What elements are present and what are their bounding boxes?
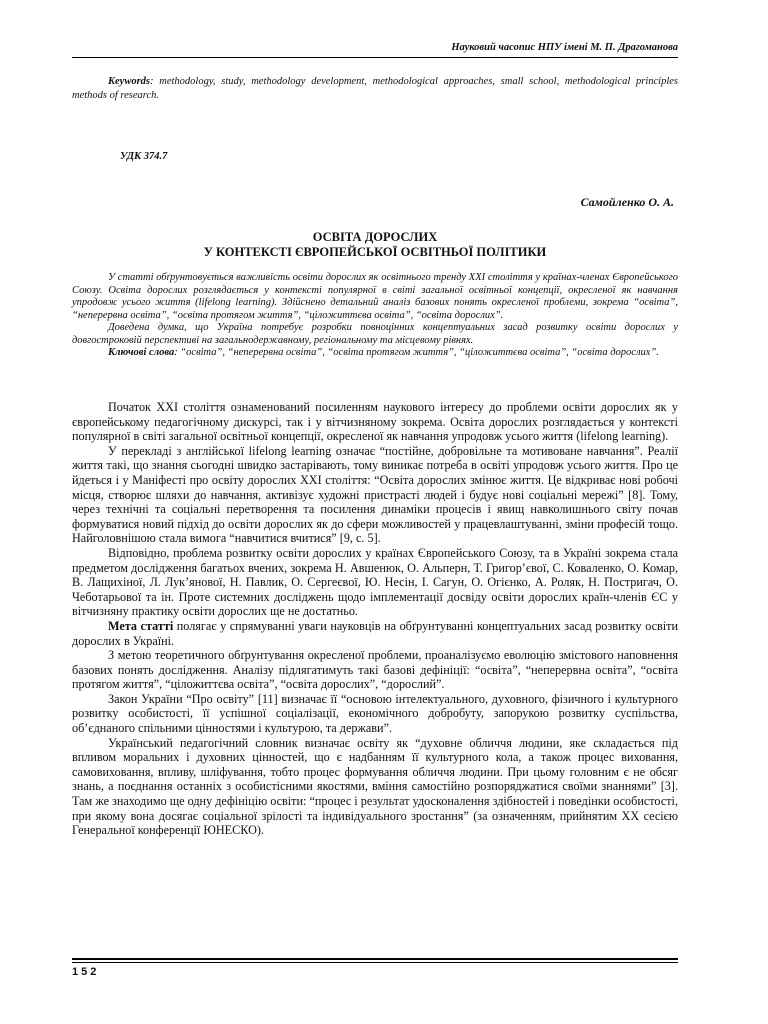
abstract-keywords-label: Ключові слова xyxy=(108,347,175,358)
article-body xyxy=(72,400,678,838)
abstract xyxy=(72,272,678,360)
abstract-keywords-text: : “освіта”, “неперервна освіта”, “освіта протягом життя”, “ціложиттєва освіта”, “освіта дорослих”. xyxy=(174,347,659,358)
aim-label: Мета статті xyxy=(108,618,174,633)
abstract-paragraph: Доведена думка, що Україна потребує розробки повноцінних концептуальних засад розвитку освіти дорослих у довгостроковій перспективі на загальнодержавному, регіональному та місцевому рівнях. xyxy=(72,322,678,346)
aim-paragraph xyxy=(72,619,678,648)
title-line-2: У КОНТЕКСТІ ЄВРОПЕЙСЬКОЇ ОСВІТНЬОЇ ПОЛІТИКИ xyxy=(203,245,547,259)
abstract-keywords xyxy=(72,347,678,360)
footer-rule-thin xyxy=(72,962,678,963)
abstract-paragraph: У статті обґрунтовується важливість освіти дорослих як освітнього тренду XXI століття у країнах-членах Європейського Союзу. Освіта дорослих розглядається у контексті популярної в світі загальної освітньої концепції, окресленої як навчання упродовж усього життя (lifelong learning). Здійснено детальний аналіз базових понять окресленої проблеми, зокрема “освіта”, “неперервна освіта”, “освіта протягом життя”, “ціложиттєва освіта”, “освіта дорослих”. xyxy=(72,272,678,321)
body-paragraph: Український педагогічний словник визначає освіту як “духовне обличчя людини, яке складається під впливом моральних і духовних цінностей, що є надбанням її культурного кола, а також процес виховання, самовиховання, впливу, шліфування, тобто процес формування обличчя людини. При цьому головним є не обсяг знань, а поєднання останніх з особистісними якостями, вміння самостійно розпоряджатися своїми знаннями” [3]. Там же знаходимо ще одну дефініцію освіти: “процес і результат удосконалення здібностей і поведінки особистості, при якому вона досягає соціальної зрілості та індивідуального зростання” (за означенням, прийнятим XX сесією Генеральної конференції ЮНЕСКО). xyxy=(72,735,678,838)
page-number: 152 xyxy=(72,966,100,978)
body-paragraph: Відповідно, проблема розвитку освіти дорослих у країнах Європейського Союзу, та в Україні зокрема стала предметом дослідження багатьох вчених, зокрема Н. Авшенюк, О. Альперн, Т. Григор’євої, С. Коваленко, О. Комар, В. Лащихіної, Л. Лук’янової, Н. Павлик, О. Сергеєвої, Ю. Несін, І. Сагун, О. Огієнко, А. Роляк, Н. Постригач, О. Чеботарьової та ін. Проте системних досліджень щодо імплементації досвіду освіти дорослих країн-членів ЄС у вітчизняну практику освіти дорослих ще не достатньо. xyxy=(72,545,678,619)
aim-text: полягає у спрямуванні уваги науковців на обґрунтуванні концептуальних засад розвитку освіти дорослих в Україні. xyxy=(72,618,678,648)
author-name: Самойленко О. А. xyxy=(580,195,674,209)
body-paragraph: Закон України “Про освіту” [11] визначає її “основою інтелектуального, духовного, фізичного і культурного розвитку особистості, її успішної соціалізації, економічного добробуту, запорукою розвитку суспільства, об’єднаного спільними цінностями і культурою, та держави”. xyxy=(72,691,678,736)
keywords-label: Keywords xyxy=(108,76,150,87)
footer-rule-thick xyxy=(72,958,678,960)
journal-running-head: Науковий часопис НПУ імені М. П. Драгоманова xyxy=(451,42,678,53)
journal-page xyxy=(72,0,678,1024)
header-rule xyxy=(72,57,678,58)
title-line-1: ОСВІТА ДОРОСЛИХ xyxy=(312,230,438,244)
article-title xyxy=(72,230,678,260)
body-paragraph: Початок XXI століття ознаменований посиленням наукового інтересу до проблеми освіти дорослих як у європейському педагогічному дискурсі, так і у вітчизняному зокрема. Освіта дорослих розглядається у контексті популярної в світі загальної освітньої концепції, окресленої як навчання упродовж усього життя (lifelong learning). xyxy=(72,400,678,444)
body-paragraph: З метою теоретичного обґрунтування окресленої проблеми, проаналізуємо еволюцію змістового наповнення базових понять дослідження. Аналізу підлягатимуть такі базові дефініції: “освіта”, “неперервна освіта”, “освіта протягом життя”, “ціложиттєва освіта”, “освіта дорослих”, “дорослий”. xyxy=(72,648,678,692)
keywords-text: : methodology, study, methodology development, methodological approaches, small school, methodological principles methods of research. xyxy=(72,76,678,101)
udc-code: УДК 374.7 xyxy=(120,151,168,162)
body-paragraph: У перекладі з англійської lifelong learning означає “постійне, добровільне та мотивоване навчання”. Реалії життя такі, що знання сьогодні швидко застарівають, тому виникає потреба в освіті упродовж усього життя. Про це йдеться і у Маніфесті про освіту дорослих XXI століття: “Освіта дорослих змінює життя. Це відкриває нові робочі місця, створює шляхи до навчання, активізує художні пристрасті людей і будує нові соціальні мережі” [8]. Тому, через технічні та соціальні перетворення та посилення динаміки процесів і явищ навколишнього світу почав формуватися новий підхід до освіти дорослих як до сфери можливостей у працевлаштуванні, зміни професій тощо. Найголовнішою стала вимога “навчитися вчитися” [9, с. 5]. xyxy=(72,443,678,546)
english-keywords xyxy=(72,75,678,102)
